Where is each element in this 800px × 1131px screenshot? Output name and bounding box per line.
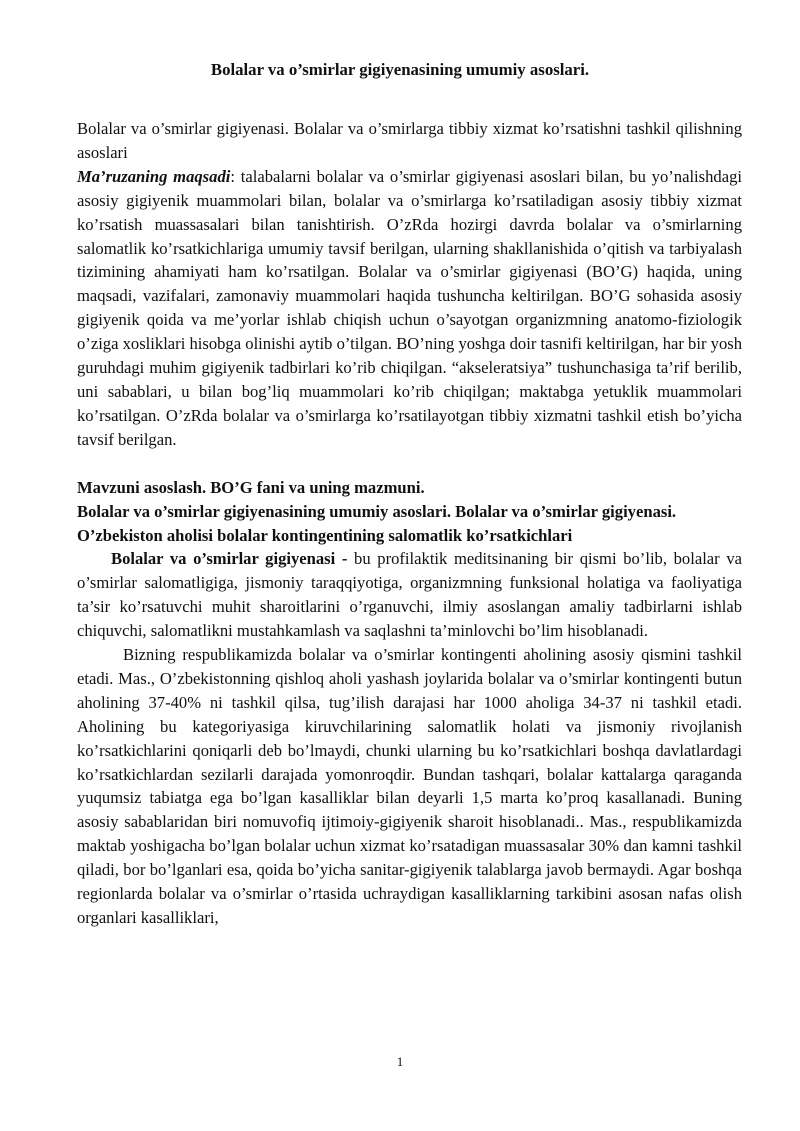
body-paragraph: Bizning respublikamizda bolalar va o’smirlar kontingenti aholining asosiy qismini tashkil etadi. Mas., O’zbekistonning qishloq aholi yashash joylarida bolalar va o’smirlar kontingenti butun aholining 37-40% ni tashkil qilsa, tug’ilish darajasi har 1000 aholiga 34-37 ni tashkil etadi. Aholining bu kategoriyasiga kiruvchilarining salomatlik holati va jismoniy rivojlanish ko’rsatkichlarini qoniqarli deb bo’lmaydi, chunki ularning bu ko’rsatkichlari boshqa davlatlardagi ko’rsatkichlardan sezilarli darajada yomonroqdir. Bundan tashqari, bolalar kattalarga qaraganda yuqumsiz tabiatga ega bo’lgan kasalliklar bilan deyarli 1,5 marta ko’proq kasallanadi. Buning asosiy sabablaridan biri nomuvofiq ijtimoiy-gigiyenik sharoit hisoblanadi.. Mas., respublikamizda maktab yoshigacha bo’lgan bolalar uchun xizmat ko’rsatadigan muassasalar 30% dan kamni tashkil qiladi, bor bo’lganlari esa, qoida bo’yicha sanitar-gigiyenik talablarga javob bermaydi. Agar boshqa regionlarda bolalar va o’smirlar o’rtasida uchraydigan kasalliklarning tarkibini asosan nafas olish organlari kasalliklari, (77, 645, 742, 927)
intro-paragraph: Bolalar va o’smirlar gigiyenasi. Bolalar va o’smirlarga tibbiy xizmat ko’rsatishni tashkil qilishning asoslari (77, 119, 742, 162)
section-heading-2: Bolalar va o’smirlar gigiyenasining umumiy asoslari. Bolalar va o’smirlar gigiyenasi. O’zbekiston aholisi bolalar kontingentining salomatlik ko’rsatkichlari (77, 501, 677, 545)
section-heading-1: Mavzuni asoslash. BO’G fani va uning mazmuni. (77, 477, 425, 497)
page-number: 1 (396, 1054, 404, 1069)
definition-term: Bolalar va o’smirlar gigiyenasi - (111, 549, 348, 569)
aim-label: Ma’ruzaning maqsadi (77, 166, 231, 186)
aim-paragraph (77, 165, 742, 452)
definition-paragraph (77, 547, 742, 643)
document-title: Bolalar va o’smirlar gigiyenasining umumiy asoslari. (210, 60, 590, 79)
aim-text: : talabalarni bolalar va o’smirlar gigiyenasi asoslari bilan, bu yo’nalishdagi asosiy gigiyenik muammolari bilan, bolalar va o’smirlarga ko’rsatiladigan asosiy tibbiy xizmat ko’rsatish muassasalari bilan tanishtirish. O’zRda hozirgi davrda bolalar va o’smirlarning salomatlik ko’rsatkichlariga umumiy tavsif berilgan, ularning shakllanishida o’qitish va tarbiyalash tizimining ahamiyati ham ko’rsatilgan. Bolalar va o’smirlar gigiyenasi (BO’G) haqida, uning maqsadi, vazifalari, zamonaviy muammolari haqida tushuncha keltirilgan. BO’G sohasida asosiy gigiyenik qoida va me’yorlar ishlab chiqish uchun o’sayotgan organizmning anatomo-fiziologik o’ziga xosliklari hisobga olinishi aytib o’tilgan. BO’ning yoshga doir tasnifi keltirilgan, har bir yosh guruhdagi muhim gigiyenik tadbirlari ko’rib chiqilgan. “akseleratsiya” tushunchasiga ta’rif berilib, uni sabablari, u bilan bog’liq muammolari ko’rib chiqilgan; maktabga yetuklik muammolari ko’rsatilgan. O’zRda bolalar va o’smirlarga ko’rsatilayotgan tibbiy xizmatni tashkil etish bo’yicha tavsif berilgan. (77, 166, 742, 449)
document-body (77, 117, 742, 930)
spacer (77, 452, 742, 476)
definition-text: bu profilaktik meditsinaning bir qismi bo’lib, bolalar va o’smirlar salomatligiga, jismoniy taraqqiyotiga, organizmning funksional holatiga va faoliyatiga ta’sir ko’rsatuvchi muhit sharoitlarini o’rganuvchi, ilmiy asoslangan amaliy tadbirlarni ishlab chiquvchi, salomatlikni mustahkamlash va saqlashni ta’minlovchi bo’lim hisoblanadi. (77, 549, 742, 641)
